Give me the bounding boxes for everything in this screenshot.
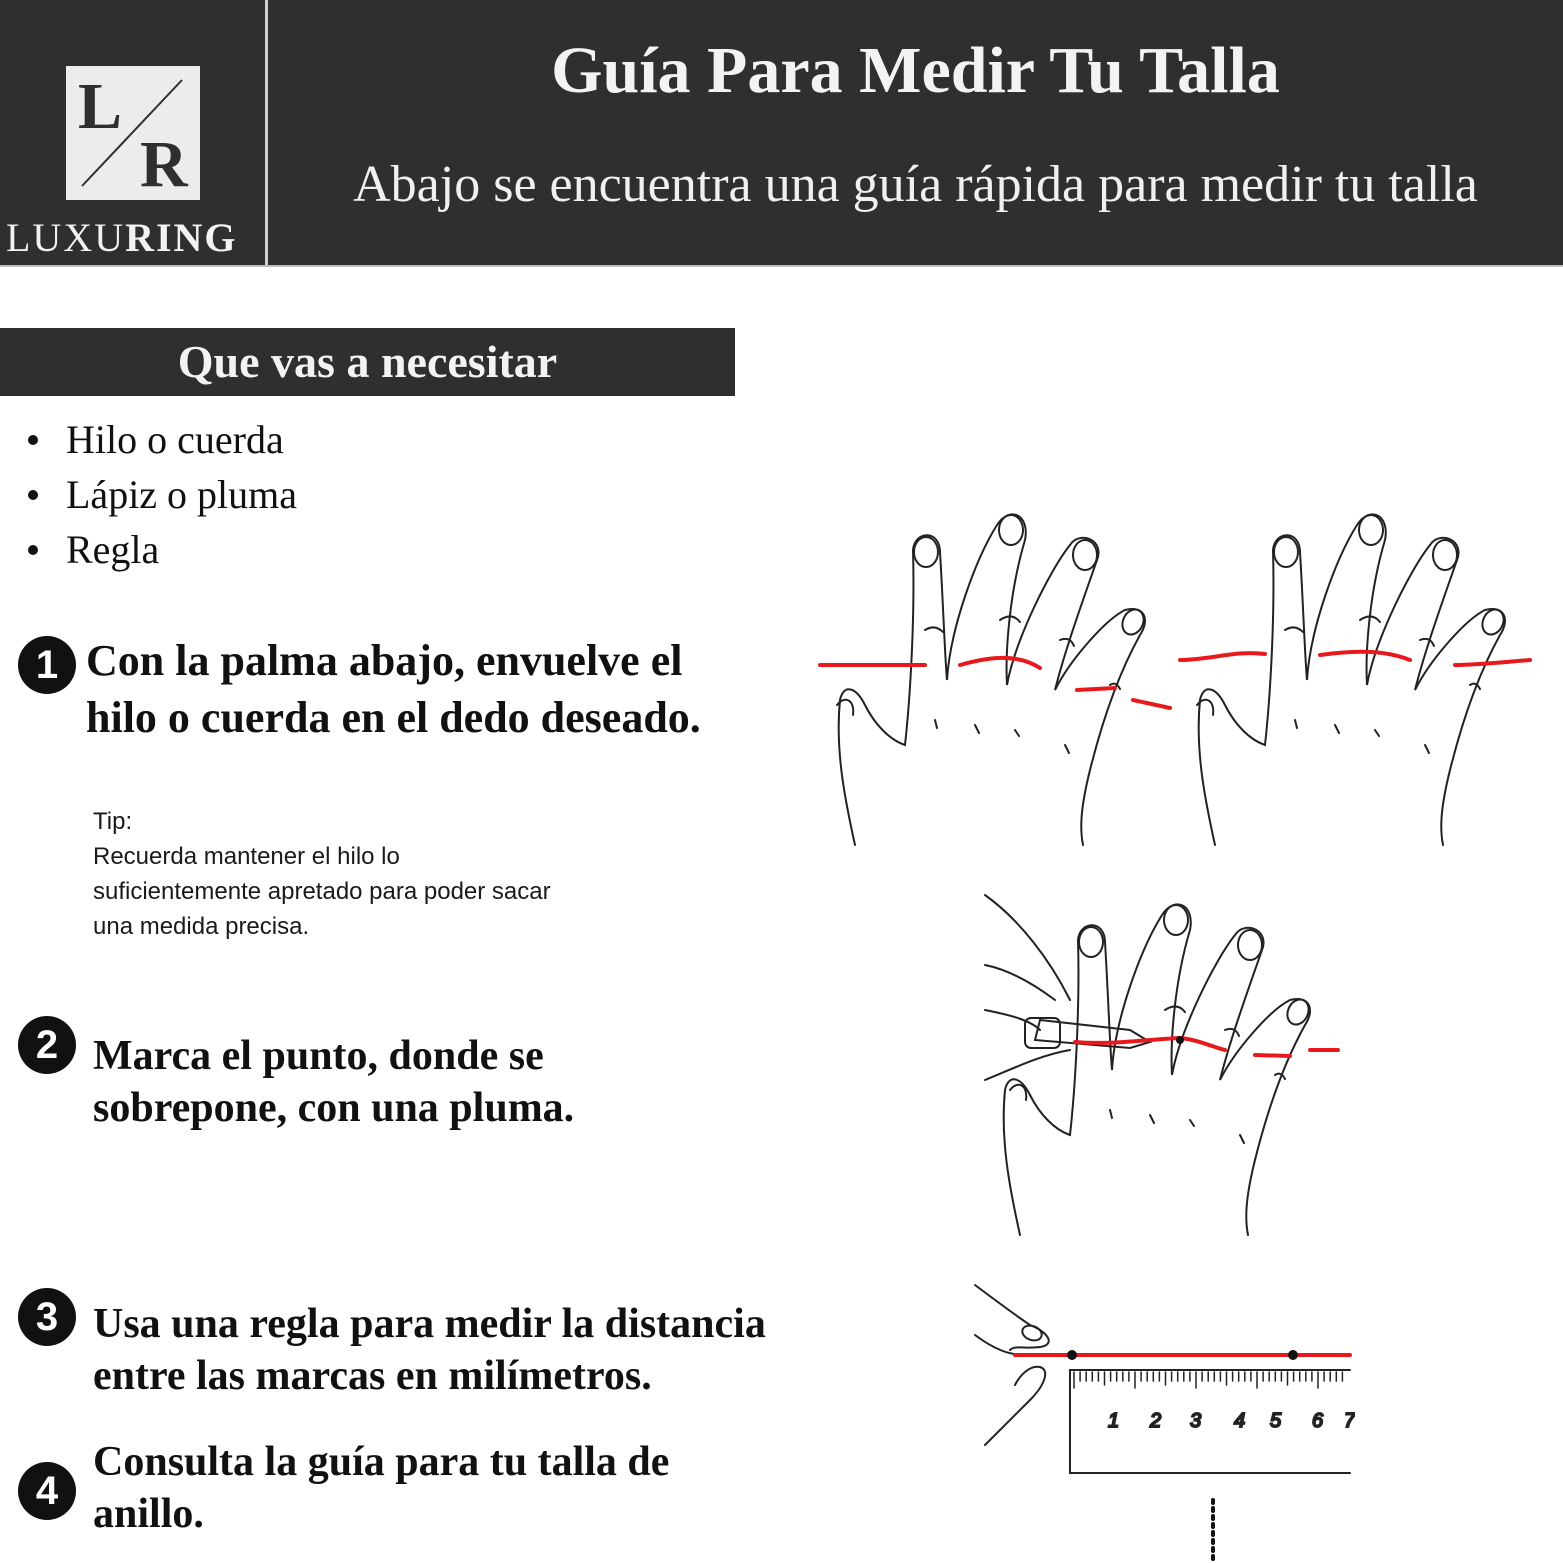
step-2-text [93, 1030, 574, 1134]
step-1-number-icon: 1 [18, 636, 76, 694]
page-title: Guía Para Medir Tu Talla [551, 34, 1280, 107]
ruler-number: 5 [1270, 1410, 1282, 1432]
thread-mark-left [1067, 1350, 1077, 1360]
left-hand-drawing [837, 514, 1148, 845]
ruler-labels [1108, 1410, 1355, 1432]
needs-title: Que vas a necesitar [177, 336, 558, 387]
step-2-line-1: Marca el punto, donde se [93, 1033, 544, 1079]
fingers-drawing [975, 1285, 1049, 1445]
header-bottom-line [0, 265, 1563, 267]
hand-drawing [1004, 904, 1313, 1235]
list-item: Hilo o cuerda [22, 412, 297, 467]
ruler-number: 4 [1234, 1410, 1246, 1432]
step-4-number-icon: 4 [18, 1462, 76, 1520]
step-2-line-2: sobrepone, con una pluma. [93, 1085, 575, 1131]
ruler-measuring-thread-icon [970, 1275, 1355, 1563]
step-3-text [93, 1298, 766, 1402]
ruler-number: 7 [1344, 1410, 1355, 1432]
tip-line-1: Recuerda mantener el hilo lo [93, 843, 400, 870]
hand-marking-thread-with-pen-icon [980, 890, 1350, 1240]
brand-name-bold: RING [125, 215, 238, 260]
ruler-number: 2 [1150, 1410, 1162, 1432]
pen-mark-dot [1176, 1036, 1184, 1044]
brand-name [6, 212, 262, 264]
step-3-line-2: entre las marcas en milímetros. [93, 1353, 652, 1399]
step-1-text [86, 632, 701, 746]
logo-letter-l: L [78, 70, 123, 143]
thread-mark-right [1288, 1350, 1298, 1360]
step-1-line-1: Con la palma abajo, envuelve el [86, 636, 683, 685]
pen-hand-drawing [985, 895, 1150, 1100]
step-1-line-2: hilo o cuerda en el dedo deseado. [86, 693, 701, 742]
thread-line-right [1180, 652, 1530, 665]
step-3-number-icon: 3 [18, 1288, 76, 1346]
tip-label: Tip: [93, 808, 133, 835]
brand-name-light: LUXU [6, 215, 126, 260]
logo [66, 66, 200, 200]
page-subtitle: Abajo se encuentra una guía rápida para medir tu talla [353, 156, 1478, 213]
right-hand-drawing [1197, 514, 1508, 845]
tip-line-2: suficientemente apretado para poder sacar [93, 878, 551, 905]
tip-box [93, 804, 653, 944]
ruler-ticks [1074, 1372, 1342, 1388]
needs-list [22, 412, 297, 577]
list-item: Regla [22, 522, 297, 577]
list-item: Lápiz o pluma [22, 467, 297, 522]
step-4-text [93, 1436, 669, 1540]
logo-letter-r: R [140, 128, 188, 201]
ruler-number: 6 [1312, 1410, 1324, 1432]
ruler-number: 3 [1190, 1410, 1202, 1432]
step-4-line-2: anillo. [93, 1491, 204, 1537]
step-4-line-1: Consulta la guía para tu talla de [93, 1439, 670, 1485]
tip-line-3: una medida precisa. [93, 913, 310, 940]
ruler-number: 1 [1108, 1410, 1120, 1432]
hands-wrapping-thread-icon [815, 500, 1545, 850]
step-3-line-1: Usa una regla para medir la distancia [93, 1301, 766, 1347]
step-2-number-icon: 2 [18, 1016, 76, 1074]
